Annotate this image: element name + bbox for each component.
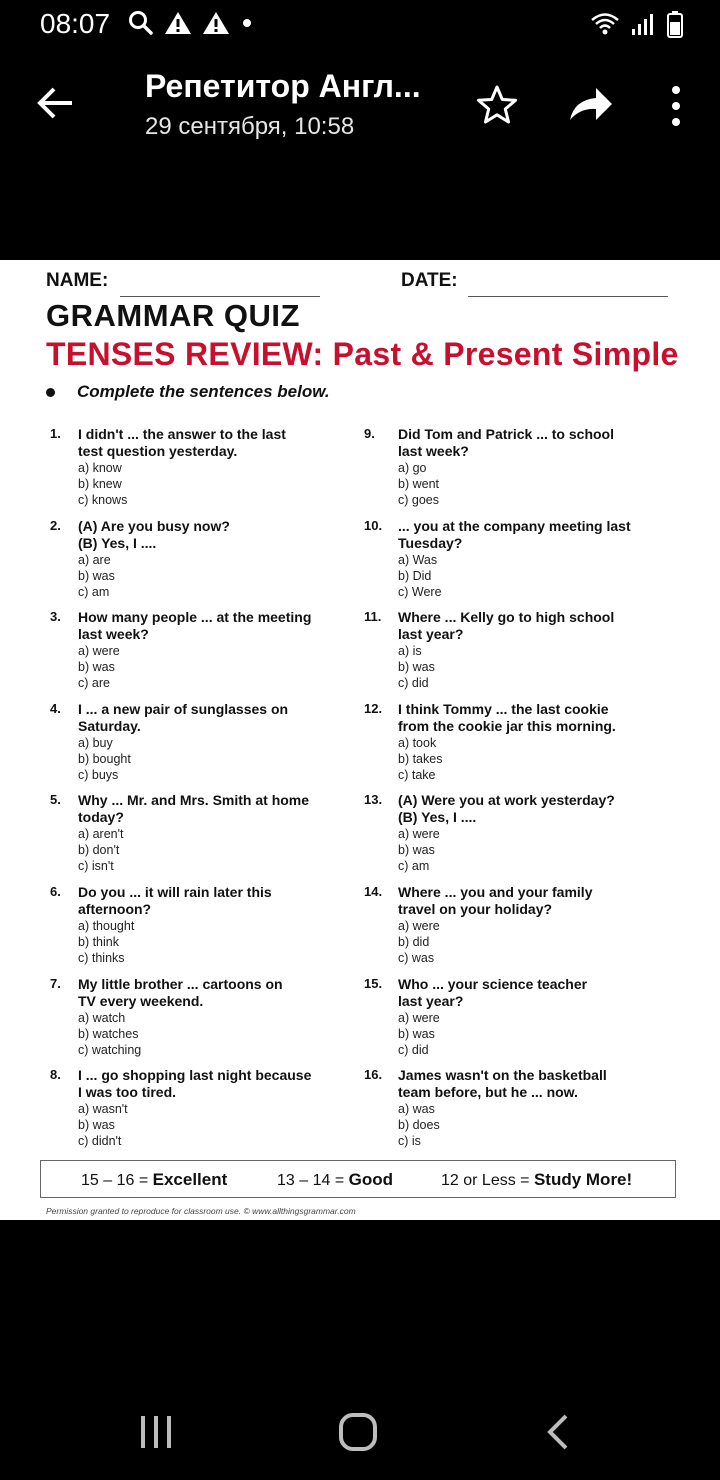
message-date: 29 сентября, 10:58 bbox=[145, 113, 355, 140]
option: b) don't bbox=[78, 843, 120, 858]
status-bar bbox=[0, 0, 720, 48]
share-arrow-icon bbox=[566, 82, 616, 128]
question-text bbox=[78, 884, 338, 918]
option: b) was bbox=[78, 568, 115, 583]
option: b) was bbox=[398, 843, 435, 858]
score-range: 12 or Less = bbox=[441, 1172, 530, 1189]
option: c) Were bbox=[398, 584, 442, 599]
option: b) does bbox=[398, 1118, 440, 1133]
option: b) was bbox=[78, 660, 115, 675]
question-text bbox=[78, 518, 338, 552]
star-icon bbox=[474, 82, 520, 128]
option: c) am bbox=[398, 859, 430, 874]
question bbox=[50, 792, 360, 884]
question bbox=[50, 884, 360, 976]
question-line: last year? bbox=[398, 626, 464, 643]
name-line bbox=[120, 296, 320, 297]
option: a) Was bbox=[398, 552, 438, 567]
question-text bbox=[398, 884, 658, 918]
bullet-icon bbox=[46, 388, 55, 397]
conversation-title: Репетитор Англ... bbox=[145, 68, 421, 104]
option: b) takes bbox=[398, 751, 443, 766]
question-line: Saturday. bbox=[78, 717, 141, 734]
question-line: TV every weekend. bbox=[78, 992, 204, 1009]
question-text bbox=[398, 976, 658, 1010]
more-vertical-icon bbox=[664, 82, 688, 132]
warning-icon bbox=[202, 10, 230, 36]
option: a) watch bbox=[78, 1010, 126, 1025]
option: b) went bbox=[398, 477, 439, 491]
question-number: 3. bbox=[50, 609, 61, 625]
score-study bbox=[441, 1170, 632, 1190]
question-line: I was too tired. bbox=[78, 1084, 177, 1101]
question bbox=[50, 1067, 360, 1159]
question-line: Where ... you and your family bbox=[398, 883, 593, 900]
question-number: 8. bbox=[50, 1067, 61, 1083]
option: a) is bbox=[398, 644, 422, 659]
option: a) thought bbox=[78, 918, 135, 933]
question bbox=[50, 609, 360, 701]
score-excellent bbox=[81, 1170, 227, 1190]
question-line: I ... a new pair of sunglasses on bbox=[78, 700, 289, 717]
date-label: DATE: bbox=[401, 270, 458, 291]
question-line: travel on your holiday? bbox=[398, 900, 553, 917]
permission-note: Permission granted to reproduce for classroom use. © www.allthingsgrammar.com bbox=[46, 1206, 356, 1216]
score-label: Study More! bbox=[533, 1170, 633, 1189]
option: c) goes bbox=[398, 493, 439, 507]
option: b) bought bbox=[78, 751, 131, 766]
option: a) buy bbox=[78, 735, 113, 750]
option: a) was bbox=[398, 1102, 435, 1117]
question-text bbox=[78, 1067, 338, 1101]
score-label: Excellent bbox=[152, 1170, 228, 1189]
question-line: Where ... Kelly go to high school bbox=[398, 609, 615, 626]
option: b) think bbox=[78, 934, 119, 949]
favorite-button[interactable] bbox=[474, 82, 520, 128]
option: c) am bbox=[78, 584, 110, 599]
option: a) were bbox=[398, 1010, 440, 1025]
question-line: last week? bbox=[398, 443, 469, 459]
title-block bbox=[145, 68, 445, 141]
question-line: last year? bbox=[398, 992, 464, 1009]
home-icon bbox=[336, 1410, 380, 1454]
question-line: My little brother ... cartoons on bbox=[78, 975, 283, 992]
question-number: 4. bbox=[50, 700, 61, 716]
question-number: 7. bbox=[50, 975, 61, 991]
question-line: test question yesterday. bbox=[78, 443, 238, 459]
option: b) was bbox=[398, 660, 435, 675]
question-line: Tuesday? bbox=[398, 534, 463, 551]
question-text bbox=[78, 426, 338, 460]
option: a) go bbox=[398, 461, 427, 475]
status-icons-left bbox=[128, 10, 254, 36]
option: c) thinks bbox=[78, 950, 125, 965]
arrow-left-icon bbox=[32, 78, 82, 128]
option: c) was bbox=[398, 950, 435, 965]
score-range: 13 – 14 = bbox=[277, 1172, 345, 1189]
question bbox=[50, 701, 360, 793]
questions-left-column bbox=[50, 426, 360, 1159]
score-label: Good bbox=[348, 1170, 394, 1189]
option: a) were bbox=[398, 918, 440, 933]
question-number: 16. bbox=[364, 1067, 383, 1083]
option: c) is bbox=[398, 1134, 421, 1149]
question-line: (A) Are you busy now? bbox=[78, 517, 230, 534]
warning-icon bbox=[164, 10, 192, 36]
option: c) take bbox=[398, 767, 436, 782]
question-line: How many people ... at the meeting bbox=[78, 609, 312, 626]
instruction bbox=[46, 382, 330, 402]
question-line: from the cookie jar this morning. bbox=[398, 717, 616, 734]
question-number: 13. bbox=[364, 792, 383, 808]
quiz-image[interactable] bbox=[0, 260, 720, 1220]
question-line: Why ... Mr. and Mrs. Smith at home bbox=[78, 792, 310, 809]
search-icon bbox=[128, 10, 154, 36]
question bbox=[364, 609, 674, 701]
option: b) Did bbox=[398, 568, 432, 583]
dot-icon bbox=[240, 10, 254, 36]
question-text bbox=[78, 609, 338, 643]
option: c) buys bbox=[78, 767, 119, 782]
question-number: 15. bbox=[364, 975, 383, 991]
question-text bbox=[398, 1067, 658, 1101]
question-line: Who ... your science teacher bbox=[398, 975, 588, 992]
instruction-text: Complete the sentences below. bbox=[77, 382, 330, 401]
option: a) aren't bbox=[78, 827, 124, 842]
option: a) took bbox=[398, 735, 437, 750]
status-time: 08:07 bbox=[40, 8, 111, 39]
question bbox=[364, 426, 674, 518]
question-line: ... you at the company meeting last bbox=[398, 517, 631, 534]
question-number: 1. bbox=[50, 426, 61, 441]
questions-right-column bbox=[364, 426, 674, 1159]
question-line: I think Tommy ... the last cookie bbox=[398, 700, 609, 717]
option: c) isn't bbox=[78, 859, 114, 874]
question-line: Did Tom and Patrick ... to school bbox=[398, 426, 614, 442]
option: b) did bbox=[398, 934, 430, 949]
chevron-left-icon bbox=[540, 1410, 576, 1454]
option: c) watching bbox=[78, 1042, 142, 1057]
question-number: 10. bbox=[364, 517, 383, 533]
question-text bbox=[398, 792, 658, 826]
wifi-icon bbox=[590, 11, 620, 37]
option: a) know bbox=[78, 461, 122, 475]
question-number: 2. bbox=[50, 517, 61, 533]
date-line bbox=[468, 296, 668, 297]
question-line: (B) Yes, I .... bbox=[78, 534, 157, 551]
question-text bbox=[398, 518, 658, 552]
question-text bbox=[398, 609, 658, 643]
battery-icon bbox=[666, 10, 684, 38]
question-number: 5. bbox=[50, 792, 61, 808]
option: a) were bbox=[78, 644, 120, 659]
question-number: 6. bbox=[50, 883, 61, 899]
question-line: today? bbox=[78, 809, 124, 826]
question-line: last week? bbox=[78, 626, 149, 643]
recent-apps-icon bbox=[138, 1410, 174, 1454]
question-line: I ... go shopping last night because bbox=[78, 1067, 312, 1084]
recent-apps-button[interactable] bbox=[138, 1410, 174, 1459]
question-line: afternoon? bbox=[78, 900, 152, 917]
question-line: team before, but he ... now. bbox=[398, 1084, 578, 1101]
question-text bbox=[78, 701, 338, 735]
question bbox=[50, 976, 360, 1068]
option: b) was bbox=[78, 1118, 115, 1133]
question-text bbox=[78, 792, 338, 826]
option: c) did bbox=[398, 676, 429, 691]
score-box bbox=[40, 1160, 676, 1198]
option: a) are bbox=[78, 552, 111, 567]
option: c) are bbox=[78, 676, 110, 691]
quiz-title: GRAMMAR QUIZ bbox=[46, 298, 300, 333]
question-line: I didn't ... the answer to the last bbox=[78, 426, 286, 442]
question-line: (B) Yes, I .... bbox=[398, 809, 477, 826]
option: a) wasn't bbox=[78, 1102, 128, 1117]
name-label: NAME: bbox=[46, 270, 109, 291]
home-button[interactable] bbox=[336, 1410, 380, 1459]
question-text bbox=[78, 976, 338, 1010]
question-number: 14. bbox=[364, 883, 383, 899]
back-button[interactable] bbox=[32, 78, 82, 128]
option: c) didn't bbox=[78, 1134, 122, 1149]
name-date-row bbox=[46, 270, 668, 296]
back-nav-button[interactable] bbox=[540, 1410, 576, 1459]
option: c) knows bbox=[78, 493, 128, 507]
option: a) were bbox=[398, 827, 440, 842]
question bbox=[364, 884, 674, 976]
question-text bbox=[398, 426, 658, 460]
question bbox=[364, 701, 674, 793]
navigation-bar bbox=[0, 1390, 720, 1480]
option: b) was bbox=[398, 1026, 435, 1041]
question-line: James wasn't on the basketball bbox=[398, 1067, 607, 1084]
option: b) watches bbox=[78, 1026, 139, 1041]
score-good bbox=[277, 1170, 393, 1190]
question bbox=[364, 1067, 674, 1159]
option: c) did bbox=[398, 1042, 429, 1057]
question-number: 11. bbox=[364, 609, 382, 625]
question bbox=[50, 518, 360, 610]
question-line: Do you ... it will rain later this bbox=[78, 883, 272, 900]
question-number: 12. bbox=[364, 700, 383, 716]
question-number: 9. bbox=[364, 426, 375, 441]
question bbox=[364, 518, 674, 610]
question-text bbox=[398, 701, 658, 735]
signal-icon bbox=[630, 11, 656, 37]
question bbox=[50, 426, 360, 518]
question bbox=[364, 976, 674, 1068]
status-icons-right bbox=[590, 10, 684, 38]
app-bar bbox=[0, 48, 720, 168]
forward-button[interactable] bbox=[566, 82, 616, 128]
quiz-subtitle: TENSES REVIEW: Past & Present Simple bbox=[46, 336, 679, 372]
question-line: (A) Were you at work yesterday? bbox=[398, 792, 615, 809]
more-options-button[interactable] bbox=[664, 82, 688, 132]
question bbox=[364, 792, 674, 884]
score-range: 15 – 16 = bbox=[81, 1172, 149, 1189]
option: b) knew bbox=[78, 477, 122, 491]
